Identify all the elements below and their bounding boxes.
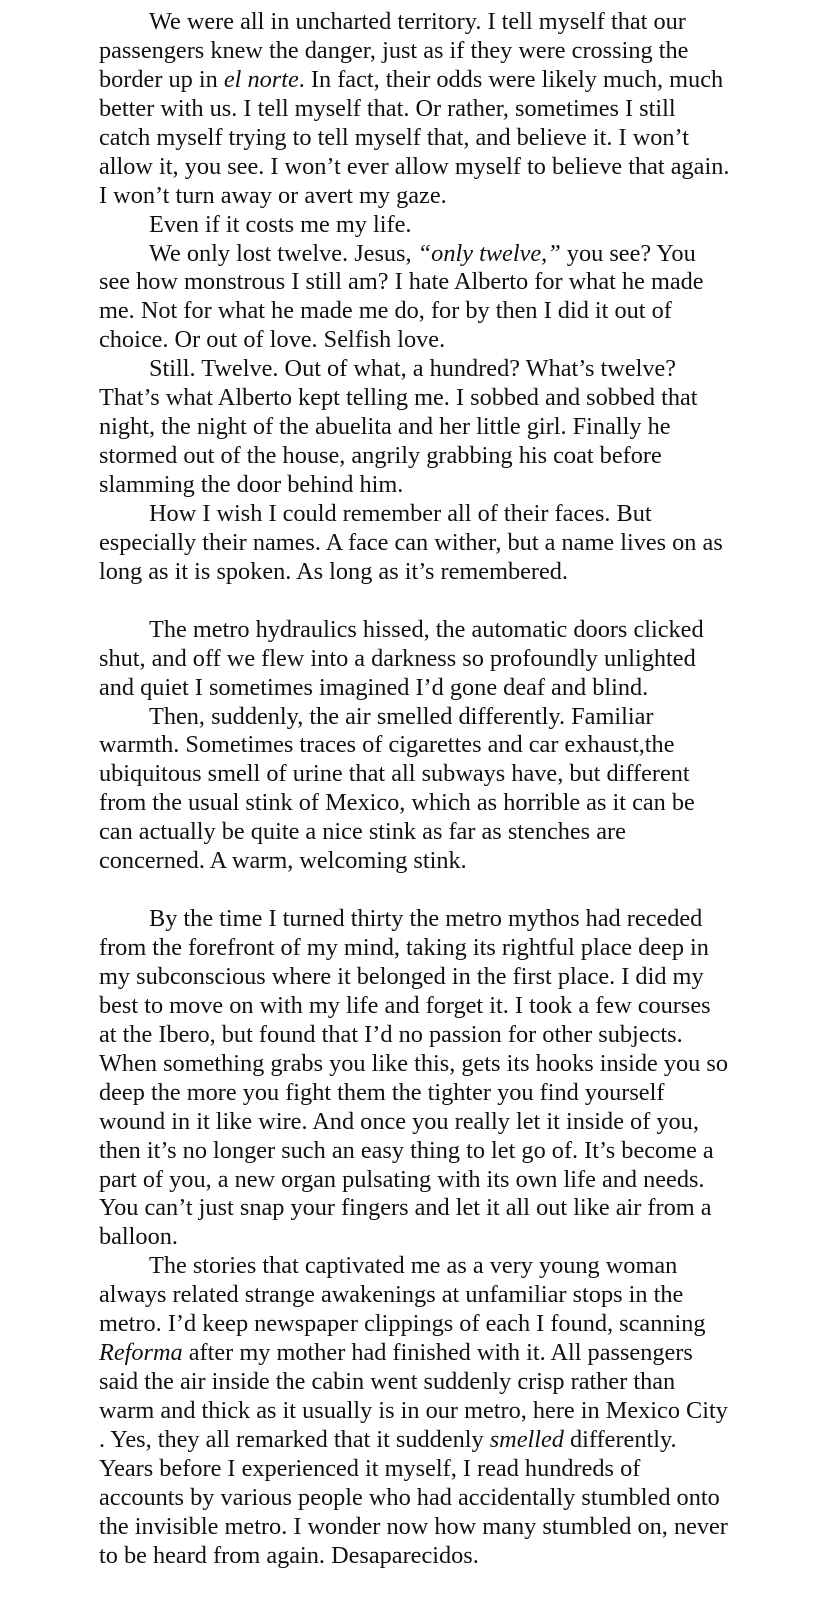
text-line: me. Not for what he made me do, for by then I did it out of [99,297,672,325]
text-line: warmth. Sometimes traces of cigarettes and car exhaust,the [99,731,675,759]
text-line: Years before I experienced it myself, I read hundreds of [99,1454,641,1482]
text-line [99,1339,749,1368]
text-line: The metro hydraulics hissed, the automatic doors clicked [149,615,704,643]
text-line: from the forefront of my mind, taking its rightful place deep in [99,934,709,961]
paragraph-p4 [99,355,749,500]
text-line: Then, suddenly, the air smelled differently. Familiar [149,702,654,730]
text-run: border up in [99,65,224,93]
text-line: ubiquitous smell of urine that all subways have, but different [99,760,690,788]
text-line: allow it, you see. I won’t ever allow myself to believe that again. [99,152,730,180]
text-line: better with us. I tell myself that. Or rather, sometimes I still [99,94,676,122]
text-line: then it’s no longer such an easy thing to let go of. It’s become a [99,1136,714,1164]
text-line: By the time I turned thirty the metro mythos had receded [149,905,703,933]
text-line: from the usual stink of Mexico, which as horrible as it can be [99,789,695,817]
text-line: always related strange awakenings at unfamiliar stops in the [99,1281,684,1309]
text-run: you see? You [560,239,696,267]
text-line: balloon. [99,1223,178,1251]
text-run: . In fact, their odds were likely much, much [298,65,724,93]
text-run: . Yes, they all remarked that it suddenly [99,1425,490,1453]
text-line [99,1426,749,1455]
text-line: night, the night of the abuelita and her little girl. Finally he [99,413,671,441]
text-run: We only lost twelve. Jesus, [149,239,418,267]
italic-text-run: smelled [489,1425,564,1453]
text-line: wound in it like wire. And once you really let it inside of you, [99,1107,699,1135]
text-line: can actually be quite a nice stink as far as stenches are [99,818,626,846]
text-line: long as it is spoken. As long as it’s remembered. [99,557,569,585]
paragraph-p7 [99,703,749,877]
text-line: When something grabs you like this, gets its hooks inside you so [99,1049,728,1077]
paragraph-p8 [99,905,749,1252]
text-line: my subconscious where it belonged in the first place. I did my [99,962,704,990]
paragraph-p1 [99,8,749,211]
text-run: differently. [563,1425,677,1453]
paragraph-p5 [99,500,749,587]
section-break [99,876,749,905]
paragraph-p6 [99,616,749,703]
text-line: You can’t just snap your fingers and let it all out like air from a [99,1194,712,1222]
text-line: We were all in uncharted territory. I tell myself that our [149,8,686,35]
text-line: part of you, a new organ pulsating with its own life and needs. [99,1165,705,1193]
text-line: That’s what Alberto kept telling me. I sobbed and sobbed that [99,384,698,412]
document-page [99,8,749,1571]
text-line [99,240,749,269]
text-line: said the air inside the cabin went suddenly crisp rather than [99,1368,676,1396]
text-line: How I wish I could remember all of their faces. But [149,499,652,527]
text-line [99,66,749,95]
text-line: passengers knew the danger, just as if they were crossing the [99,36,689,64]
paragraph-p3 [99,240,749,356]
italic-text-run: Reforma [99,1339,183,1367]
text-line: see how monstrous I still am? I hate Alberto for what he made [99,268,704,296]
text-line: at the Ibero, but found that I’d no passion for other subjects. [99,1020,683,1048]
text-line: especially their names. A face can wither, but a name lives on as [99,528,723,556]
section-break [99,587,749,616]
text-line: choice. Or out of love. Selfish love. [99,326,446,354]
text-line: slamming the door behind him. [99,471,404,498]
text-line: and quiet I sometimes imagined I’d gone deaf and blind. [99,673,649,701]
text-line: The stories that captivated me as a very young woman [149,1252,678,1280]
text-line: stormed out of the house, angrily grabbing his coat before [99,442,662,470]
text-line: concerned. A warm, welcoming stink. [99,847,467,875]
text-run: after my mother had finished with it. All passengers [182,1339,693,1367]
text-line: Even if it costs me my life. [149,210,412,238]
text-line: to be heard from again. Desaparecidos. [99,1541,479,1569]
text-line: shut, and off we flew into a darkness so profoundly unlighted [99,644,696,672]
text-line: Still. Twelve. Out of what, a hundred? What’s twelve? [149,355,677,383]
text-line: accounts by various people who had accidentally stumbled onto [99,1483,720,1511]
text-line: deep the more you fight them the tighter you find yourself [99,1078,665,1106]
text-line: warm and thick as it usually is in our metro, here in Mexico City [99,1397,728,1424]
text-line: best to move on with my life and forget it. I took a few courses [99,991,711,1019]
text-line: metro. I’d keep newspaper clippings of each I found, scanning [99,1310,706,1338]
paragraph-p9 [99,1252,749,1570]
italic-text-run: “only twelve,” [417,239,561,267]
italic-text-run: el norte [223,65,299,93]
text-line: I won’t turn away or avert my gaze. [99,181,447,209]
text-line: catch myself trying to tell myself that, and believe it. I won’t [99,123,689,151]
paragraph-p2 [99,211,749,240]
text-line: the invisible metro. I wonder now how many stumbled on, never [99,1512,728,1540]
